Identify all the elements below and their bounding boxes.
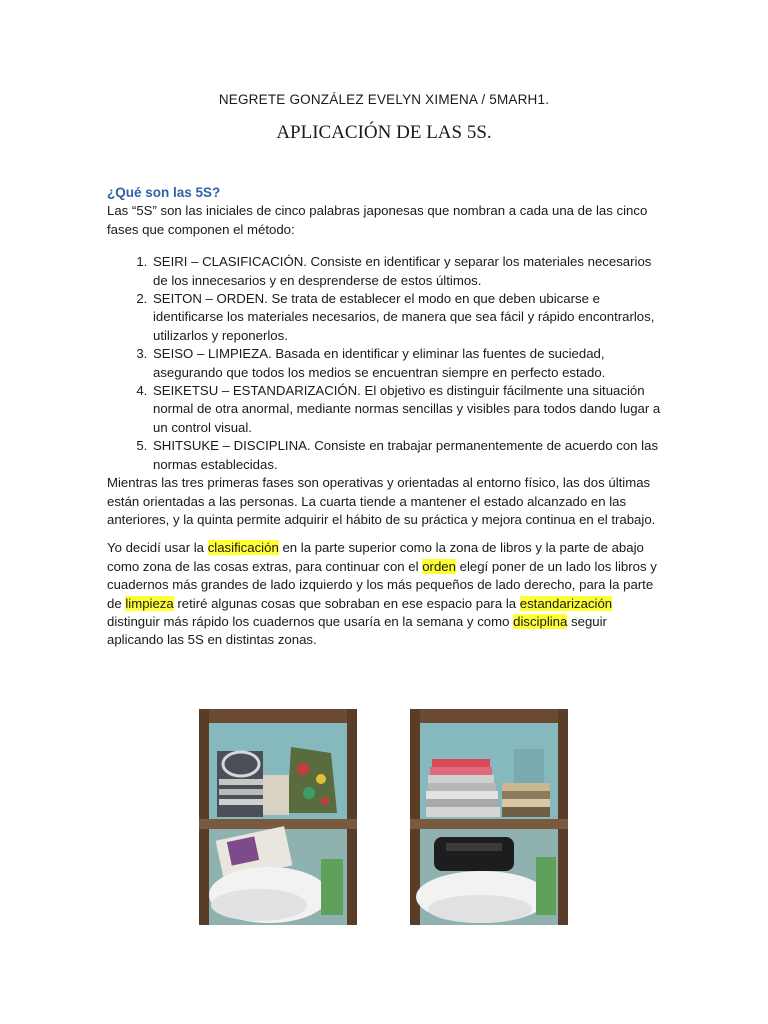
list-item: 4. SEIKETSU – ESTANDARIZACIÓN. El objetivo es distinguir fácilmente una situación normal de otra anormal, mediante normas sencillas y visibles para todos dando lugar a un control visual.: [151, 382, 667, 437]
shelf-photo-right: [410, 709, 568, 925]
shelf-photo-left: [199, 709, 357, 925]
paragraph-text: Yo decidí usar la: [107, 540, 208, 556]
author-line: NEGRETE GONZÁLEZ EVELYN XIMENA / 5MARH1.: [218, 92, 550, 107]
list-item: 1. SEIRI – CLASIFICACIÓN. Consiste en identificar y separar los materiales necesarios de los innecesarios y en desprenderse de estos últimos.: [151, 253, 667, 290]
section-heading: ¿Qué son las 5S?: [107, 185, 221, 200]
highlight-disciplina: disciplina: [513, 613, 568, 629]
paragraph-text: distinguir más rápido los cuadernos que usaría en la semana y como: [107, 613, 514, 629]
highlight-clasificacion: clasificación: [207, 540, 279, 556]
document-title: APLICACIÓN DE LAS 5S.: [276, 122, 492, 143]
personal-paragraph: [107, 539, 667, 649]
paragraph-text: elegí poner de un lado los libros y cuadernos más grandes de lado izquierdo y los más pequeños de lado derecho, para la parte de: [107, 558, 657, 611]
intro-paragraph: Las “5S” son las iniciales de cinco palabras japonesas que nombran a cada una de las cinco fases que componen el método:: [107, 203, 648, 237]
highlight-estandarizacion: estandarización: [519, 595, 613, 611]
highlight-orden: orden: [422, 558, 456, 574]
phases-list: [107, 253, 667, 474]
paragraph-text: seguir aplicando las 5S en distintas zonas.: [107, 613, 607, 648]
list-item: 3. SEISO – LIMPIEZA. Basada en identificar y eliminar las fuentes de suciedad, asegurando que todos los medios se encuentran siempre en perfecto estado.: [151, 345, 667, 382]
document-body: [107, 184, 667, 650]
highlight-limpieza: limpieza: [125, 595, 174, 611]
summary-paragraph: Mientras las tres primeras fases son operativas y orientadas al entorno físico, las dos últimas están orientadas a las personas. La cuarta tiende a mantener el estado alcanzado en las anteriores, y la quinta permite adquirir el hábito de su práctica y mejora continua en el trabajo.: [107, 475, 656, 527]
shelf-photo-left-image: [199, 709, 357, 925]
list-item: 2. SEITON – ORDEN. Se trata de establecer el modo en que deben ubicarse e identificarse los materiales necesarios, de manera que sea fácil y rápido encontrarlos, utilizarlos y reponerlos.: [151, 290, 667, 345]
shelf-photo-right-image: [410, 709, 568, 925]
paragraph-text: en la parte superior como la zona de libros y la parte de abajo como zona de las cosas extras, para continuar con el: [107, 540, 644, 574]
list-item: 5. SHITSUKE – DISCIPLINA. Consiste en trabajar permanentemente de acuerdo con las normas establecidas.: [151, 437, 667, 474]
paragraph-text: retiré algunas cosas que sobraban en ese espacio para la: [173, 595, 520, 611]
